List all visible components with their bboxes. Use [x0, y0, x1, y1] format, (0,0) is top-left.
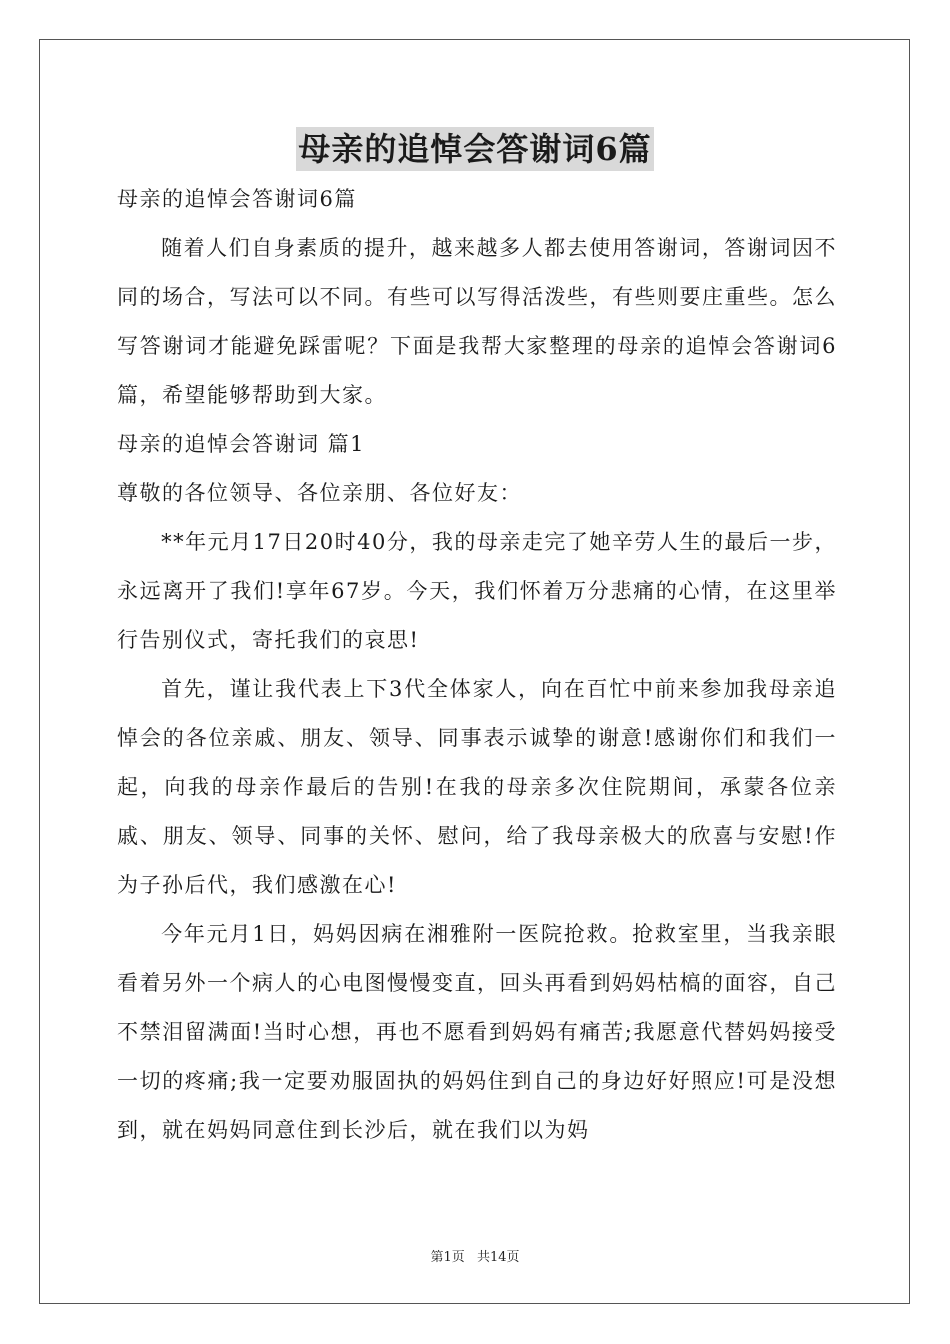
section-heading: 母亲的追悼会答谢词 篇1 — [117, 432, 366, 456]
title-area — [0, 127, 950, 171]
body-paragraph-3: 今年元月1日，妈妈因病在湘雅附一医院抢救。抢救室里，当我亲眼看着另外一个病人的心电图慢慢变直，回头再看到妈妈枯槁的面容，自己不禁泪留满面!当时心想，再也不愿看到妈妈有痛苦;我愿意代替妈妈接受一切的疼痛;我一定要劝服固执的妈妈住到自己的身边好好照应!可是没想到，就在妈妈同意住到长沙后，就在我们以为妈 — [117, 922, 837, 1142]
document-body — [117, 175, 837, 1155]
page-footer — [0, 1246, 950, 1265]
salutation: 尊敬的各位领导、各位亲朋、各位好友： — [117, 481, 522, 505]
body-paragraph-1: **年元月17日20时40分，我的母亲走完了她辛劳人生的最后一步，永远离开了我们!享年67岁。今天，我们怀着万分悲痛的心情，在这里举行告别仪式，寄托我们的哀思! — [117, 530, 837, 652]
document-title: 母亲的追悼会答谢词6篇 — [296, 127, 653, 171]
page-total: 共14页 — [476, 1250, 520, 1265]
intro-paragraph: 随着人们自身素质的提升，越来越多人都去使用答谢词，答谢词因不同的场合，写法可以不同。有些可以写得活泼些，有些则要庄重些。怎么写答谢词才能避免踩雷呢？下面是我帮大家整理的母亲的追悼会答谢词6篇，希望能够帮助到大家。 — [117, 236, 837, 407]
subtitle-line: 母亲的追悼会答谢词6篇 — [117, 187, 357, 211]
page-number: 第1页 — [430, 1250, 465, 1265]
body-paragraph-2: 首先，谨让我代表上下3代全体家人，向在百忙中前来参加我母亲追悼会的各位亲戚、朋友、领导、同事表示诚挚的谢意!感谢你们和我们一起，向我的母亲作最后的告别!在我的母亲多次住院期间，承蒙各位亲戚、朋友、领导、同事的关怀、慰问，给了我母亲极大的欣喜与安慰!作为子孙后代，我们感激在心! — [117, 677, 837, 897]
